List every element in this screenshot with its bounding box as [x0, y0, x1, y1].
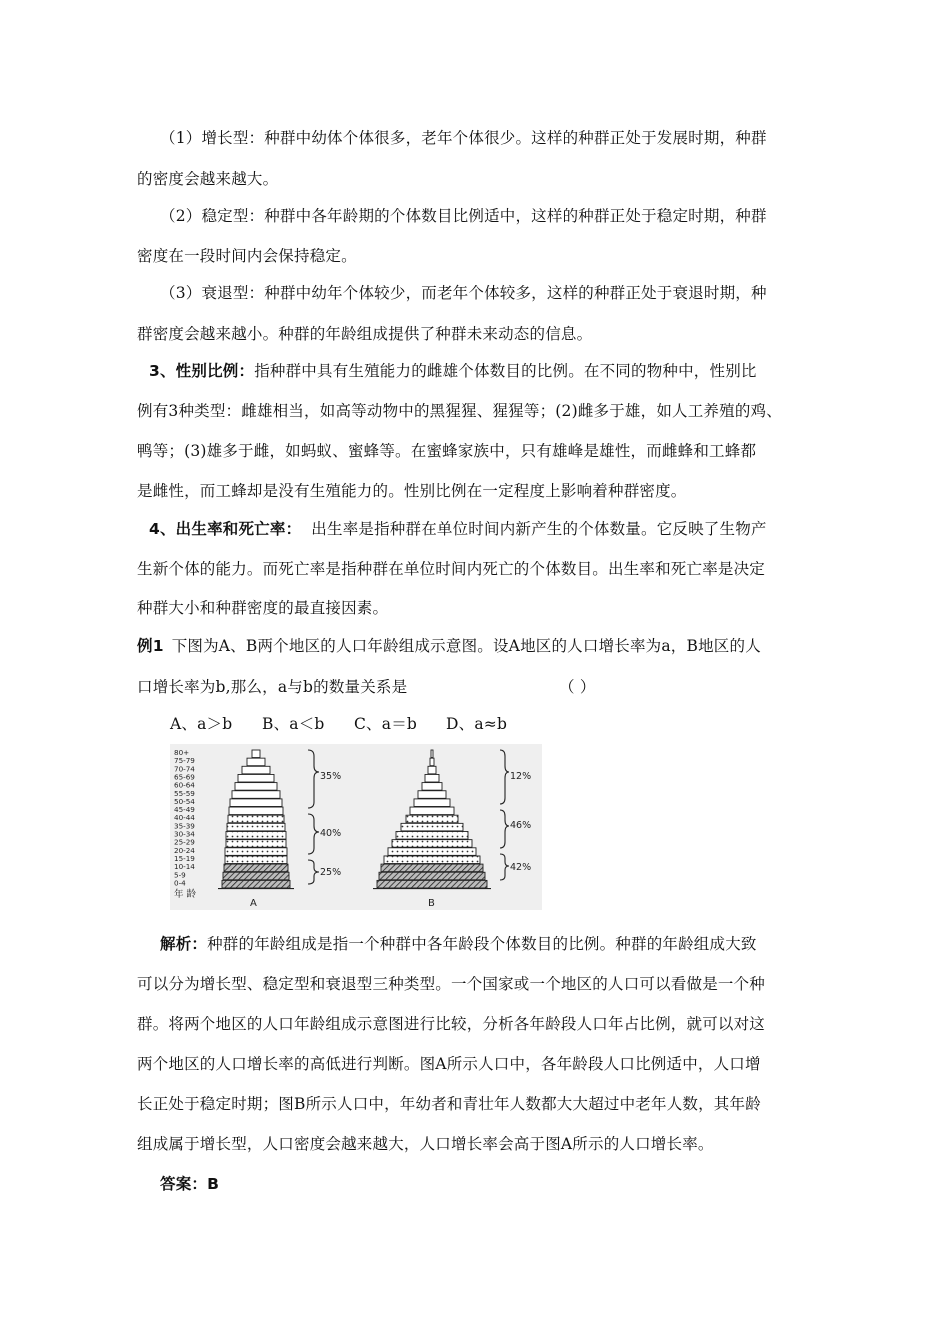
- pyramid-b-young-brace: [500, 854, 509, 880]
- age-label: 55-59: [174, 788, 195, 798]
- pyramid-b-young-pct: 42%: [510, 862, 532, 873]
- pyramid-b-bar: [379, 872, 485, 880]
- age-label: 5-9: [174, 870, 186, 880]
- age-label: 30-34: [174, 829, 195, 839]
- pyramid-b-bar: [392, 840, 472, 848]
- pyramid-a-bar: [238, 774, 274, 782]
- analysis-text: 种群的年龄组成是指一个种群中各年龄段个体数目的比例。种群的年龄组成大致: [207, 935, 757, 953]
- pyramid-a-old-brace: [308, 750, 319, 808]
- age-label: 75-79: [174, 756, 195, 766]
- option-c: C、a＝b: [354, 715, 418, 733]
- pyramid-a-young-pct: 25%: [320, 867, 342, 878]
- pyramid-b-bar: [406, 815, 458, 823]
- age-label: 50-54: [174, 796, 195, 806]
- pyramid-b-bar: [396, 832, 468, 840]
- pyramid-a-young-brace: [308, 860, 319, 884]
- age-label: 0-4: [174, 878, 186, 888]
- pyramid-a-bar: [229, 807, 283, 815]
- pyramid-b-bar: [381, 864, 483, 872]
- pyramid-b-bar: [384, 856, 480, 864]
- option-b: B、a＜b: [262, 715, 325, 733]
- pyramid-a-bar: [226, 832, 286, 840]
- analysis-line: 两个地区的人口增长率的高低进行判断。图A所示人口中，各年龄段人口比例适中，人口增: [137, 1055, 761, 1073]
- pyramid-b-bar: [425, 774, 439, 782]
- paragraph-line: （3）衰退型：种群中幼年个体较少，而老年个体较多，这样的种群正处于衰退时期，种: [160, 284, 767, 302]
- pyramid-b-bar: [422, 783, 442, 791]
- paragraph-line: 生新个体的能力。而死亡率是指种群在单位时间内死亡的个体数目。出生率和死亡率是决定: [137, 560, 766, 578]
- pyramid-a-bar: [228, 815, 284, 823]
- pyramid-a-bar: [230, 799, 282, 807]
- pyramid-a-bar: [225, 856, 287, 864]
- paragraph-text: 指种群中具有生殖能力的雌雄个体数目的比例。在不同的物种中，性别比: [254, 362, 757, 380]
- example-label: 例1: [137, 637, 164, 655]
- paragraph-line: 的密度会越来越大。: [137, 170, 279, 188]
- option-d: D、a≈b: [446, 715, 508, 733]
- pyramid-b-old-pct: 12%: [510, 771, 532, 782]
- pyramid-a-bar: [235, 783, 277, 791]
- answer-heading: 答案：: [160, 1175, 208, 1193]
- paragraph-line: 例有3种类型：雌雄相当，如高等动物中的黑猩猩、猩猩等；(2)雌多于雄，如人工养殖的鸡、: [137, 402, 782, 420]
- pyramid-a-bar: [232, 791, 280, 799]
- age-label: 40-44: [174, 813, 195, 823]
- pyramid-a-bar: [227, 823, 285, 831]
- analysis-line: 群。将两个地区的人口年龄组成示意图进行比较，分析各年龄段人口年占比例，就可以对这: [137, 1015, 766, 1033]
- analysis-line: 可以分为增长型、稳定型和衰退型三种类型。一个国家或一个地区的人口可以看做是一个种: [137, 975, 766, 993]
- age-label: 70-74: [174, 764, 195, 774]
- answer-line: [160, 1174, 850, 1194]
- answer-value: B: [207, 1175, 220, 1193]
- pyramid-b-bar: [428, 766, 436, 774]
- question-text: 口增长率为b,那么，a与b的数量关系是: [137, 678, 408, 696]
- pyramid-a-old-pct: 35%: [320, 771, 342, 782]
- age-label: 60-64: [174, 780, 195, 790]
- pyramid-a-bar: [222, 880, 290, 888]
- pyramid-a-bar: [223, 872, 289, 880]
- age-label: 65-69: [174, 772, 195, 782]
- pyramid-b-bar: [414, 799, 450, 807]
- paragraph-line: 是雌性，而工蜂却是没有生殖能力的。性别比例在一定程度上影响着种群密度。: [137, 482, 687, 500]
- analysis-line: 组成属于增长型，人口密度会越来越大，人口增长率会高于图A所示的人口增长率。: [137, 1135, 714, 1153]
- age-label: 25-29: [174, 837, 195, 847]
- pyramid-a-bar: [225, 848, 287, 856]
- age-label: 15-19: [174, 853, 195, 863]
- paragraph-line: （2）稳定型：种群中各年龄期的个体数目比例适中，这样的种群正处于稳定时期，种群: [160, 207, 767, 225]
- pyramid-b-middle-pct: 46%: [510, 820, 532, 831]
- answer-bracket: （ ）: [559, 678, 596, 696]
- pyramid-b-name: B: [428, 898, 435, 909]
- age-label: 20-24: [174, 845, 195, 855]
- pyramid-b-bar: [388, 848, 476, 856]
- paragraph-line: 群密度会越来越小。种群的年龄组成提供了种群未来动态的信息。: [137, 325, 593, 343]
- paragraph-line: 密度在一段时间内会保持稳定。: [137, 247, 357, 265]
- pyramid-a-bar: [224, 864, 288, 872]
- pyramid-a-middle-brace: [308, 814, 319, 854]
- age-label: 80+: [174, 748, 190, 757]
- section-birth-death: [149, 519, 839, 539]
- pyramid-a-bar: [252, 750, 260, 758]
- age-pyramid-figure: [170, 744, 542, 910]
- example-question: [137, 636, 827, 656]
- paragraph-line: 种群大小和种群密度的最直接因素。: [137, 599, 389, 617]
- pyramid-a-bar: [247, 758, 265, 766]
- pyramid-b-bar: [401, 823, 463, 831]
- pyramid-a-bar: [226, 840, 286, 848]
- pyramid-b-old-brace: [500, 750, 509, 804]
- age-label: 10-14: [174, 862, 195, 872]
- option-a: A、a＞b: [170, 715, 233, 733]
- pyramid-b-middle-brace: [500, 810, 509, 848]
- analysis-heading: 解析：: [160, 935, 208, 953]
- axis-label: 年 龄: [174, 889, 197, 900]
- age-label: 45-49: [174, 805, 195, 815]
- analysis-line: 长正处于稳定时期；图B所示人口中，年幼者和青壮年人数都大大超过中老年人数，其年龄: [137, 1095, 761, 1113]
- paragraph-text: 出生率是指种群在单位时间内新产生的个体数量。它反映了生物产: [311, 520, 767, 538]
- pyramid-b-bar: [377, 880, 487, 888]
- section-sex-ratio: [149, 361, 839, 381]
- pyramid-a-bar: [242, 766, 270, 774]
- pyramid-b-bar: [430, 758, 434, 766]
- pyramid-b-bar: [431, 750, 433, 758]
- question-text: 下图为A、B两个地区的人口年龄组成示意图。设A地区的人口增长率为a，B地区的人: [171, 637, 761, 655]
- pyramid-a-middle-pct: 40%: [320, 828, 342, 839]
- analysis-first-line: [160, 934, 850, 954]
- age-label: 35-39: [174, 821, 195, 831]
- paragraph-line: （1）增长型：种群中幼体个体很多，老年个体很少。这样的种群正处于发展时期，种群: [160, 129, 767, 147]
- section-heading: 3、性别比例：: [149, 362, 255, 380]
- pyramid-b-bar: [410, 807, 454, 815]
- pyramid-a-name: A: [250, 898, 257, 909]
- section-heading: 4、出生率和死亡率：: [149, 520, 302, 538]
- paragraph-line: 鸭等；(3)雄多于雌，如蚂蚁、蜜蜂等。在蜜蜂家族中，只有雄峰是雄性，而雌蜂和工蜂都: [137, 442, 757, 460]
- pyramid-b-bar: [418, 791, 446, 799]
- question-line: [137, 677, 827, 697]
